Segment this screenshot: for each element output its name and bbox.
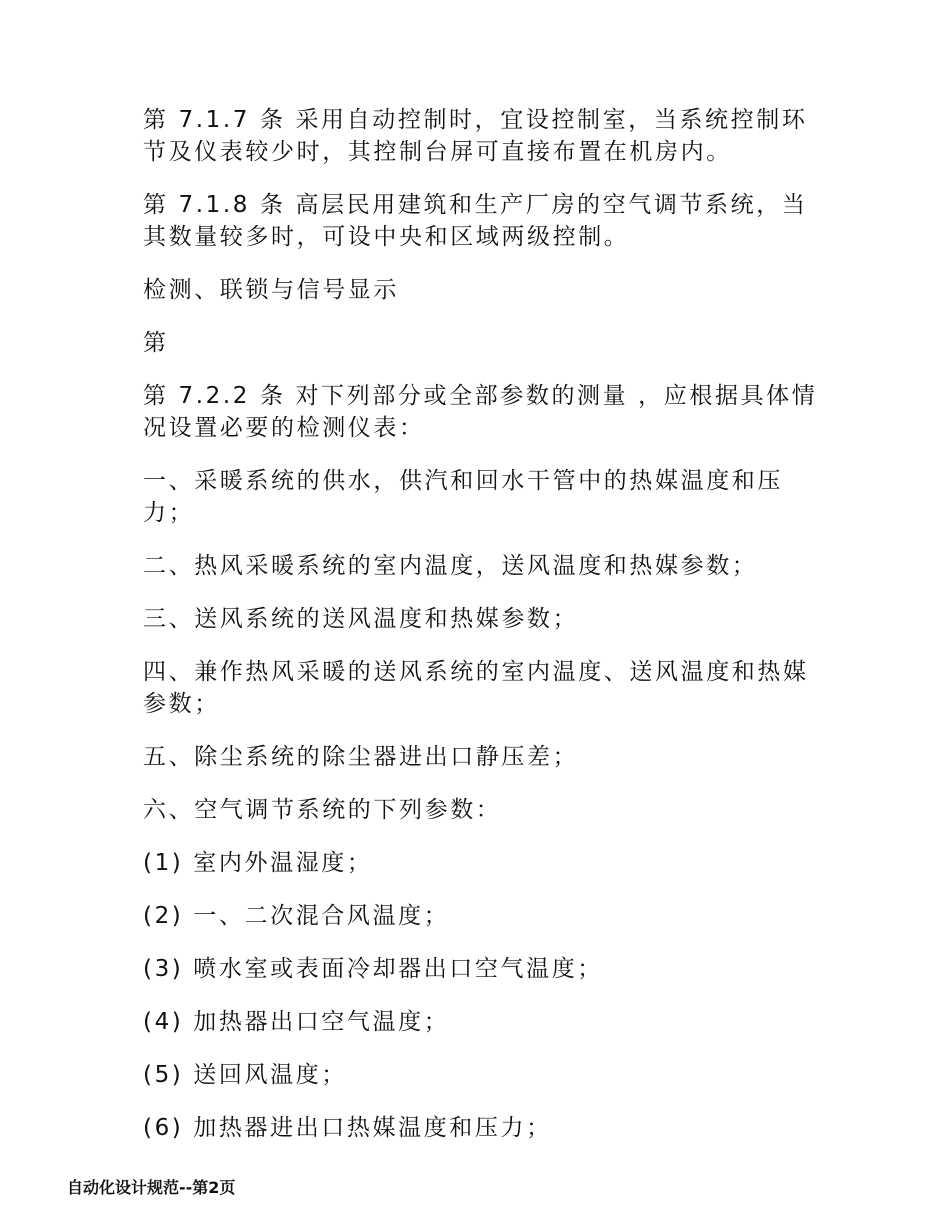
paragraph-7-1-8: 第 7.1.8 条 高层民用建筑和生产厂房的空气调节系统，当其数量较多时，可设中央和区域两级控制。 — [143, 192, 808, 250]
paragraph-fragment: 第 — [143, 330, 169, 356]
sub-item-1: (1) 室内外温湿度； — [143, 850, 373, 876]
list-item-5: 五、除尘系统的除尘器进出口静压差； — [143, 744, 579, 770]
sub-item-4: (4) 加热器出口空气温度； — [143, 1009, 450, 1035]
document-body — [143, 104, 823, 1165]
paragraph-7-2-2: 第 7.2.2 条 对下列部分或全部参数的测量 ，应根据具体情况设置必要的检测仪表： — [143, 383, 818, 441]
list-item-1: 一、采暖系统的供水，供汽和回水干管中的热媒温度和压力； — [143, 468, 783, 526]
paragraph-7-1-7: 第 7.1.7 条 采用自动控制时，宜设控制室，当系统控制环节及仪表较少时，其控制台屏可直接布置在机房内。 — [143, 107, 808, 165]
list-item-4: 四、兼作热风采暖的送风系统的室内温度、送风温度和热媒参数； — [143, 659, 809, 717]
list-item-2: 二、热风采暖系统的室内温度，送风温度和热媒参数； — [143, 553, 758, 579]
sub-item-5: (5) 送回风温度； — [143, 1062, 347, 1088]
sub-item-3: (3) 喷水室或表面冷却器出口空气温度； — [143, 956, 603, 982]
section-heading: 检测、联锁与信号显示 — [143, 277, 399, 303]
page-footer: 自动化设计规范--第2页 — [67, 1178, 236, 1197]
sub-item-6: (6) 加热器进出口热媒温度和压力； — [143, 1115, 552, 1141]
sub-item-2: (2) 一、二次混合风温度； — [143, 903, 450, 929]
list-item-6: 六、空气调节系统的下列参数： — [143, 797, 502, 823]
list-item-3: 三、送风系统的送风温度和热媒参数； — [143, 606, 579, 632]
